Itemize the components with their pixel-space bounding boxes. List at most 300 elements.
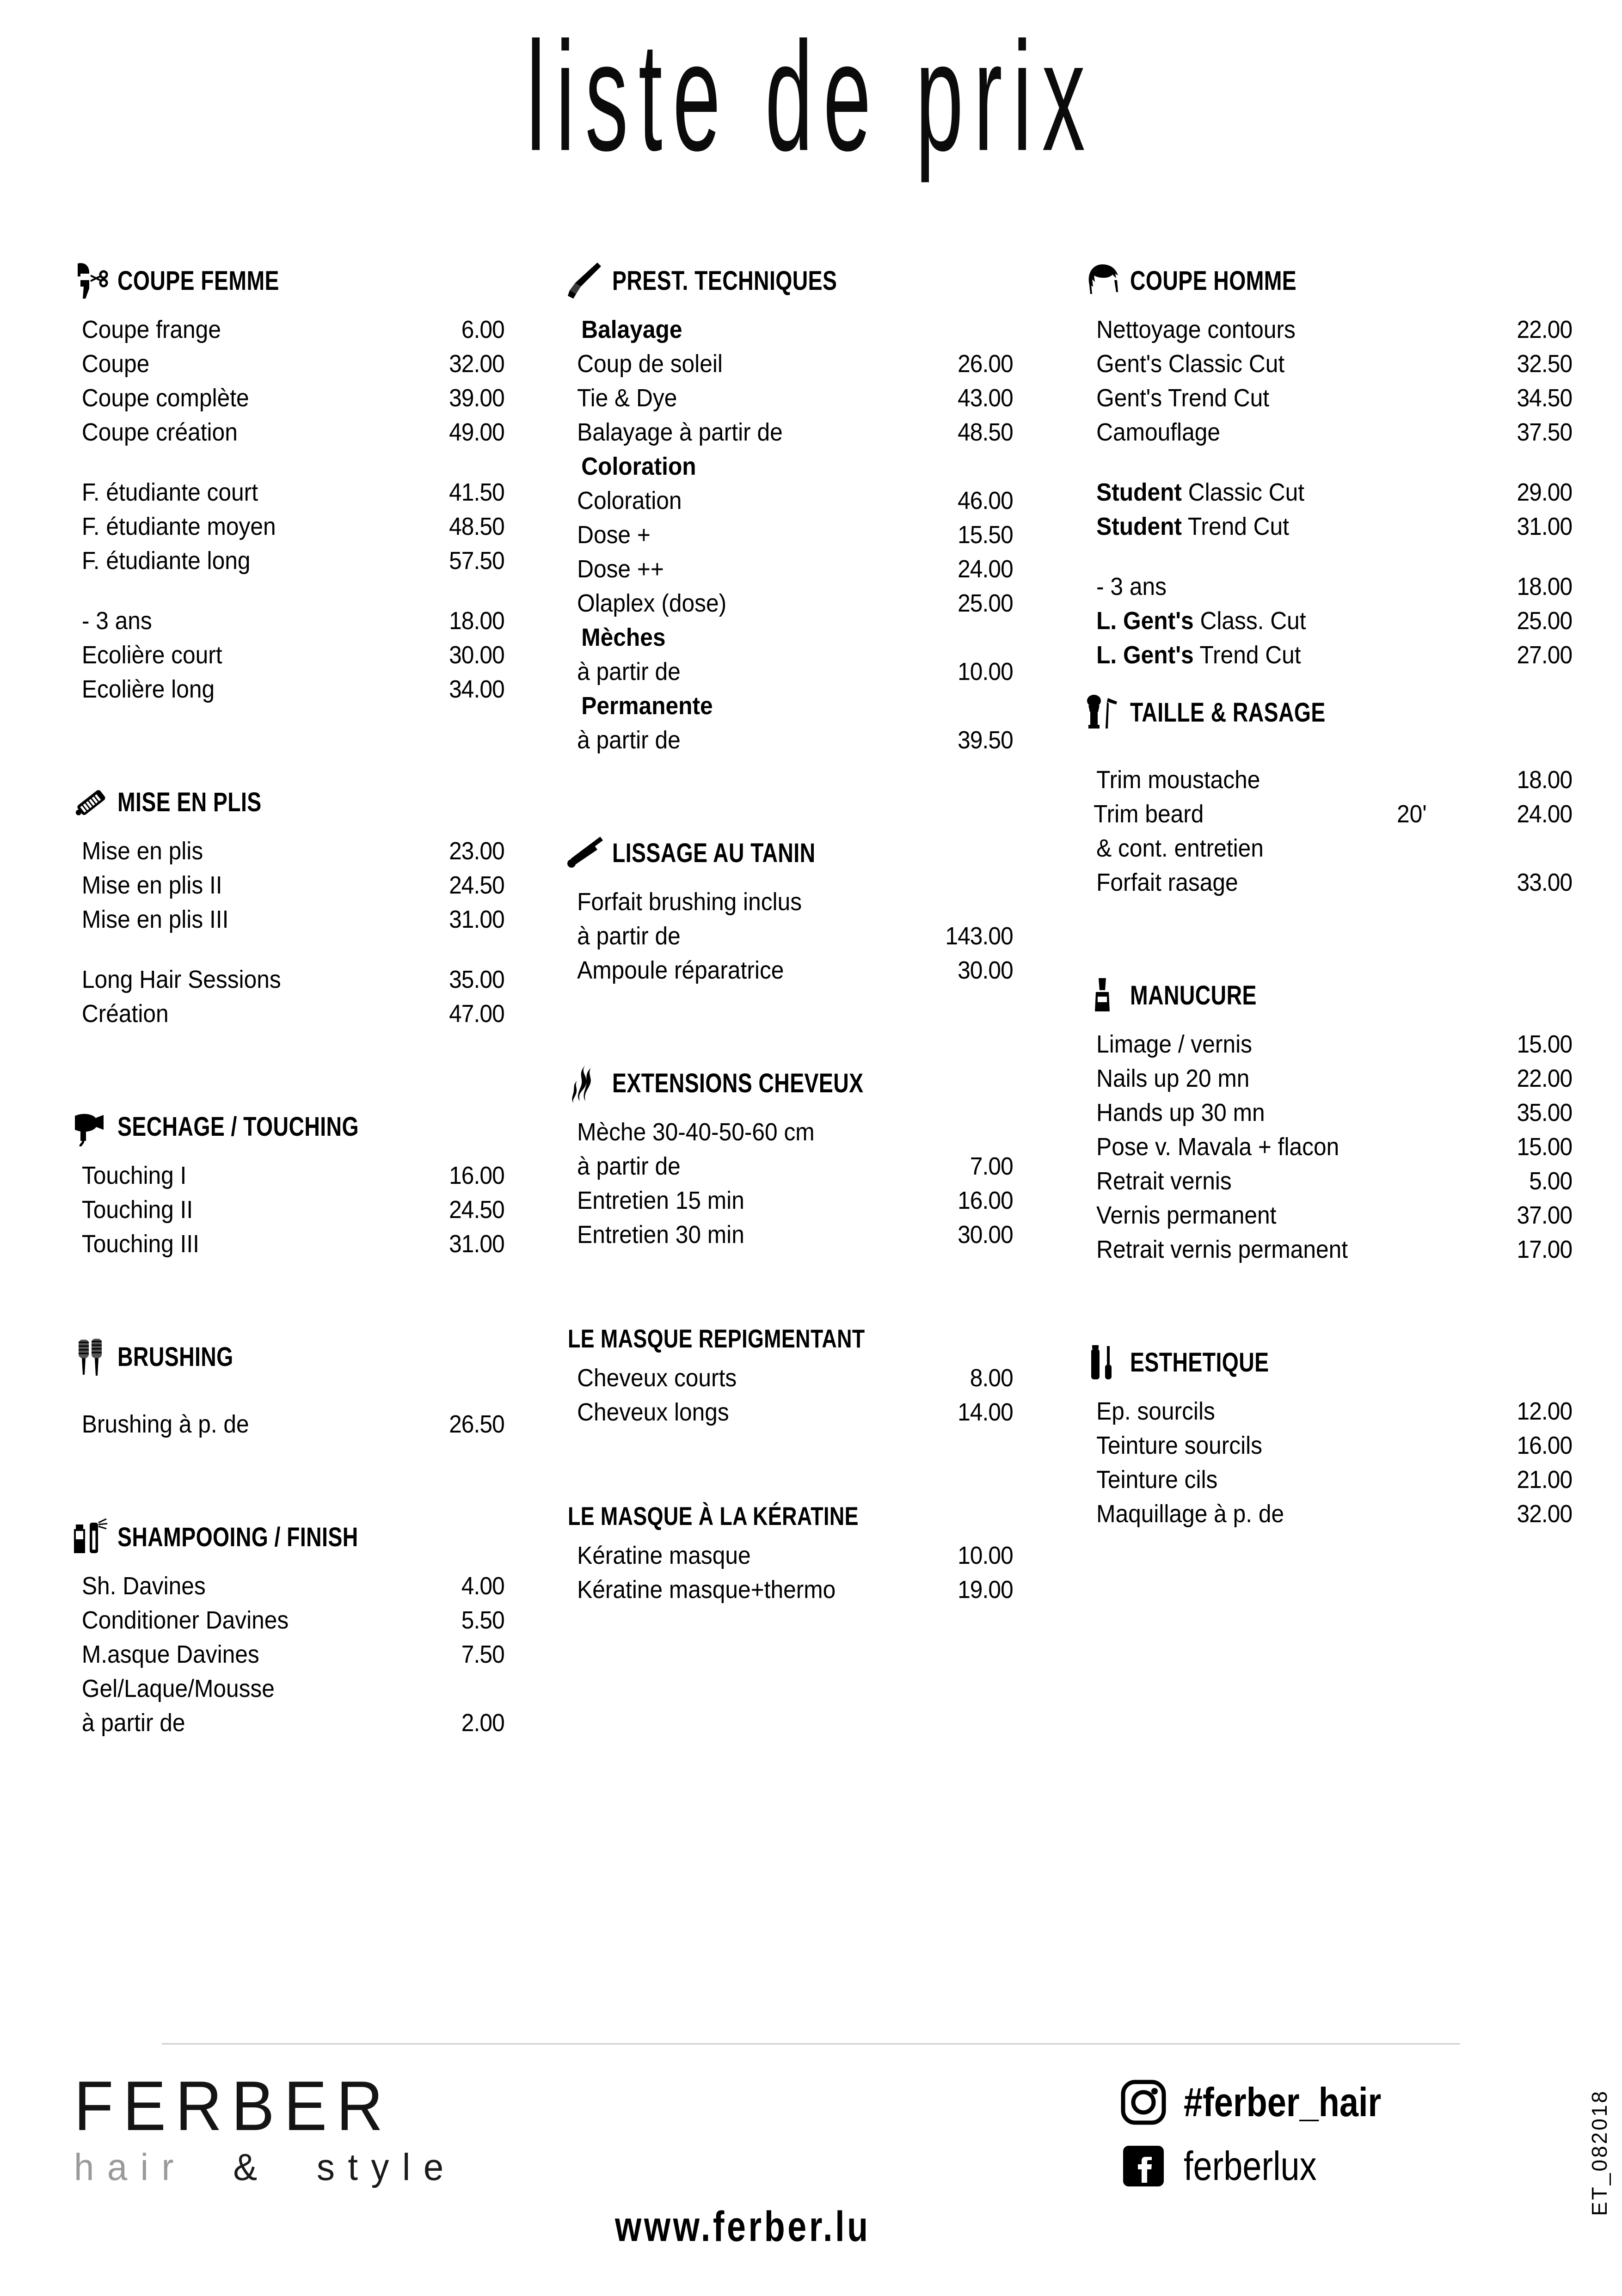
subsection-title: Permanente [581,692,713,720]
item-label [1096,643,1448,667]
price-row [563,488,1017,522]
section-header [563,1503,1017,1529]
price-rows [1081,1032,1577,1271]
section-title: TAILLE & RASAGE [1130,698,1326,728]
item-price: 34.00 [449,675,504,703]
item-label: Trim moustache [1096,766,1260,794]
woman-hair-scissors-icon [68,259,113,303]
section-title: EXTENSIONS CHEVEUX [612,1068,864,1098]
item-label: Gel/Laque/Mousse [81,1675,275,1702]
section-spacer [563,992,1017,1061]
item-label: Long Hair Sessions [81,966,281,993]
item-label: Forfait brushing inclus [577,888,802,916]
price-row [1081,317,1577,351]
item-label: Mise en plis [81,837,203,865]
price-row [1081,386,1577,420]
item-price: 32.50 [1517,350,1573,378]
price-row [68,1197,509,1231]
price-row [563,1222,1017,1256]
section-header [1081,259,1577,303]
price-row [68,1642,509,1676]
price-row [68,873,509,907]
price-row [1081,574,1577,608]
item-label: Dose + [577,521,651,549]
section-manucure [1081,974,1577,1271]
item-label: Forfait rasage [1096,869,1238,896]
price-row [68,1608,509,1642]
price-row [1081,1100,1577,1134]
item-label: Pose v. Mavala + flacon [1096,1133,1339,1161]
section-shampooing-finish [68,1515,509,1745]
item-price: 15.00 [1517,1030,1573,1058]
item-label: Touching III [81,1230,199,1258]
nail-polish-icon [1081,974,1125,1018]
price-row [68,351,509,386]
section-taille-rasage [1081,691,1577,904]
item-price: 22.00 [1517,1065,1573,1092]
instagram-link[interactable] [1119,2076,1419,2129]
section-title: PREST. TECHNIQUES [612,266,837,296]
website-url[interactable]: www.ferber.lu [615,2203,871,2250]
item-label: Coloration [577,487,682,514]
section-header [563,1061,1017,1106]
price-row [563,1154,1017,1188]
page-title-wrap [0,9,1622,184]
item-label: Teinture sourcils [1096,1432,1263,1459]
item-label: Retrait vernis [1096,1167,1232,1195]
item-label: F. étudiante moyen [81,513,276,540]
item-price: 31.00 [449,1230,504,1258]
subsection-title: Mèches [581,624,666,651]
item-price: 32.00 [449,350,504,378]
item-label: Balayage à partir de [577,418,783,446]
subsection-title: Coloration [581,453,696,480]
item-label: Ep. sourcils [1096,1397,1215,1425]
item-price: 12.00 [1517,1397,1573,1425]
column-1 [0,259,509,1745]
price-row [563,591,1017,625]
group-spacer [1081,454,1577,480]
item-price: 37.50 [1517,418,1573,446]
price-row [563,351,1017,386]
price-row [563,659,1017,693]
price-columns [0,259,1622,1745]
item-price: 6.00 [461,316,504,343]
item-price: 21.00 [1517,1466,1573,1494]
item-price: 43.00 [958,384,1013,412]
item-price: 32.00 [1517,1500,1573,1528]
price-row [1081,870,1577,904]
logo-wordmark: FERBER [74,2067,393,2145]
item-label: Coup de soleil [577,350,723,378]
group-spacer [68,582,509,608]
item-label: Conditioner Davines [81,1606,289,1634]
item-price: 31.00 [449,906,504,933]
section-spacer [1081,677,1577,691]
item-price: 7.00 [970,1152,1013,1180]
price-row [68,1163,509,1197]
price-rows [68,317,509,711]
section-title: BRUSHING [117,1342,233,1372]
section-title: MANUCURE [1130,980,1257,1010]
group-spacer [1081,548,1577,574]
price-row [1081,420,1577,454]
item-label: Dose ++ [577,555,664,583]
price-row [563,557,1017,591]
section-spacer [68,711,509,780]
price-row [563,728,1017,762]
section-header [68,1515,509,1560]
item-price: 30.00 [449,641,504,669]
price-row [1081,1237,1577,1271]
item-label: Mise en plis II [81,871,222,899]
item-label-bold: L. Gent's [1096,607,1194,635]
item-label: M.asque Davines [81,1641,259,1668]
section-header [68,1335,509,1379]
item-price: 37.00 [1517,1201,1573,1229]
item-label: Gent's Classic Cut [1096,350,1285,378]
item-label: Maquillage à p. de [1096,1500,1284,1528]
item-label: Coupe complète [81,384,249,412]
section-spacer [1081,1271,1577,1341]
item-label: Gent's Trend Cut [1096,384,1270,412]
price-row [563,1365,1017,1400]
price-row [563,889,1017,924]
item-label: Entretien 15 min [577,1187,744,1214]
item-price: 46.00 [958,487,1013,514]
price-row [68,386,509,420]
item-label: Kératine masque [577,1542,751,1569]
item-price: 24.50 [449,871,504,899]
item-price: 15.00 [1517,1133,1573,1161]
item-label: Kératine masque+thermo [577,1576,836,1604]
column-3 [1017,259,1577,1536]
price-row [68,1001,509,1035]
price-row [1081,480,1577,514]
item-label: Camouflage [1096,418,1220,446]
item-price: 2.00 [461,1709,504,1737]
price-rows [68,839,509,1035]
item-label: à partir de [577,1152,681,1180]
price-row [563,386,1017,420]
item-label: & cont. entretien [1096,834,1264,862]
shaving-brush-razor-icon [1081,691,1125,735]
item-price: 16.00 [1517,1432,1573,1459]
item-label: Nettoyage contours [1096,316,1296,343]
price-rows [1081,1399,1577,1536]
item-price: 19.00 [958,1576,1013,1604]
item-label-rest: Trend Cut [1181,513,1289,540]
item-label: Mise en plis III [81,906,229,933]
item-price: 39.50 [958,726,1013,754]
item-label: Création [81,1000,169,1028]
price-row [1081,802,1577,836]
item-price: 18.00 [1517,573,1573,600]
price-row [68,1710,509,1745]
item-label: Cheveux courts [577,1364,737,1392]
facebook-handle: ferberlux [1184,2143,1317,2189]
subsection-title: Balayage [581,316,682,343]
item-label: F. étudiante court [81,478,258,506]
item-label [1096,480,1448,505]
item-label [1096,514,1448,539]
item-price: 14.00 [958,1398,1013,1426]
item-label: Cheveux longs [577,1398,729,1426]
section-title: SHAMPOOING / FINISH [117,1522,358,1552]
price-row [1081,1032,1577,1066]
group-spacer [68,941,509,967]
item-price: 10.00 [958,1542,1013,1569]
item-price: 48.50 [449,513,504,540]
price-row [1081,1134,1577,1169]
tint-brush-icon [563,259,608,303]
price-row [68,317,509,351]
hair-dryer-icon [68,1105,113,1149]
price-row [1081,767,1577,802]
item-price: 48.50 [958,418,1013,446]
hair-strand-icon [563,1061,608,1106]
item-label: Touching II [81,1196,193,1224]
price-rows [68,1163,509,1266]
item-label-bold: L. Gent's [1096,641,1194,669]
item-price: 23.00 [449,837,504,865]
logo-tagline [74,2146,457,2188]
item-label: Ampoule réparatrice [577,956,784,984]
item-price: 8.00 [970,1364,1013,1392]
flat-iron-icon [563,831,608,876]
item-price: 47.00 [449,1000,504,1028]
section-header [68,780,509,825]
price-row [1081,1203,1577,1237]
item-price: 27.00 [1517,641,1573,669]
item-label: Coupe création [81,418,238,446]
section-title: LISSAGE AU TANIN [612,838,816,868]
item-price: 25.00 [1517,607,1573,635]
item-price: 30.00 [958,956,1013,984]
item-price: 24.00 [958,555,1013,583]
section-masque-repigmentant [563,1326,1017,1434]
section-spacer [68,1266,509,1335]
section-coupe-femme [68,259,509,711]
price-rows [563,317,1017,762]
item-price: 35.00 [1517,1099,1573,1127]
item-label-rest: Class. Cut [1193,607,1306,635]
section-spacer [563,762,1017,831]
price-row [563,958,1017,992]
item-label-rest: Classic Cut [1181,478,1305,506]
price-row [68,839,509,873]
item-label: Olaplex (dose) [577,589,727,617]
item-price: 57.50 [449,547,504,575]
footer-divider [162,2043,1460,2045]
price-row [68,1231,509,1266]
item-label: Limage / vernis [1096,1030,1252,1058]
item-label: Ecolière long [81,675,215,703]
price-row [1081,1433,1577,1467]
section-header [1081,974,1577,1018]
price-rows [1081,767,1577,904]
item-label: à partir de [81,1709,185,1737]
price-row [1081,514,1577,548]
item-price: 143.00 [945,922,1013,950]
section-title: ESTHETIQUE [1130,1347,1269,1378]
section-coupe-homme [1081,259,1577,677]
item-price: 24.00 [1517,800,1573,828]
item-price: 10.00 [958,658,1013,686]
section-header [1081,691,1577,735]
price-row [1081,1501,1577,1536]
price-rows [68,1412,509,1446]
section-prest-techniques [563,259,1017,762]
section-mise-en-plis [68,780,509,1035]
section-header [563,831,1017,876]
section-spacer [1081,904,1577,974]
item-label: Nails up 20 mn [1096,1065,1250,1092]
price-row [563,924,1017,958]
item-price: 24.50 [449,1196,504,1224]
item-label-rest: Trend Cut [1193,641,1301,669]
item-label: F. étudiante long [81,547,251,575]
instagram-handle: #ferber_hair [1184,2079,1382,2125]
item-price: 4.00 [461,1572,504,1600]
price-row [1081,1399,1577,1433]
man-hair-icon [1081,259,1125,303]
item-price: 25.00 [958,589,1013,617]
bottle-spray-icon [68,1515,113,1560]
page-title: liste de prix [526,9,1096,184]
section-spacer [563,1256,1017,1326]
item-label-bold: Student [1096,513,1182,540]
price-rows [563,889,1017,992]
price-row [68,967,509,1001]
section-header [1081,1341,1577,1385]
section-lissage-au-tanin [563,831,1017,992]
section-title: SECHAGE / TOUCHING [117,1112,359,1142]
section-sechage-touching [68,1105,509,1266]
column-2 [509,259,1017,1611]
price-row [563,1400,1017,1434]
logo-tagline-hair: hair [74,2146,187,2188]
price-row [1081,643,1577,677]
price-rows [68,1574,509,1745]
item-label: Brushing à p. de [81,1410,249,1438]
item-price: 26.50 [449,1410,504,1438]
item-price: 5.00 [1529,1167,1573,1195]
price-rows [563,1120,1017,1256]
item-price: 26.00 [958,350,1013,378]
price-row [68,608,509,643]
price-row [1081,836,1577,870]
mascara-icon [1081,1341,1125,1385]
logo-tagline-amp: & [233,2146,270,2188]
section-title: LE MASQUE À LA KÉRATINE [568,1501,859,1531]
price-rows [563,1365,1017,1434]
price-row [563,1120,1017,1154]
item-label: à partir de [577,922,681,950]
item-label: Hands up 30 mn [1096,1099,1265,1127]
item-label: Entretien 30 min [577,1221,744,1249]
version-code: ET_082018 [1587,2089,1611,2216]
price-row [563,1577,1017,1611]
section-header [68,259,509,303]
price-row [68,1412,509,1446]
item-label: Retrait vernis permanent [1096,1236,1348,1263]
round-brushes-icon [68,1335,113,1379]
item-label: Mèche 30-40-50-60 cm [577,1118,815,1146]
section-brushing [68,1335,509,1446]
facebook-link[interactable] [1119,2139,1419,2193]
item-price: 18.00 [449,607,504,635]
comb-icon [68,780,113,825]
price-row [68,514,509,548]
item-label: à partir de [577,726,681,754]
item-label: Vernis permanent [1096,1201,1277,1229]
section-title: LE MASQUE REPIGMENTANT [568,1324,865,1353]
item-label-bold: Student [1096,478,1182,506]
instagram-icon [1119,2078,1168,2127]
item-price: 29.00 [1517,478,1573,506]
item-price: 35.00 [449,966,504,993]
item-label: - 3 ans [81,607,152,635]
item-label: Coupe frange [81,316,221,343]
price-row [68,480,509,514]
item-price: 15.50 [958,521,1013,549]
section-masque-keratine [563,1503,1017,1611]
item-price: 7.50 [461,1641,504,1668]
item-label [1096,608,1448,633]
price-row [68,548,509,582]
section-header [563,259,1017,303]
price-row [563,522,1017,557]
item-label: Ecolière court [81,641,222,669]
item-price: 34.50 [1517,384,1573,412]
section-title: COUPE FEMME [117,266,279,296]
item-price: 30.00 [958,1221,1013,1249]
group-spacer [68,454,509,480]
section-spacer [563,1434,1017,1503]
item-label: - 3 ans [1096,573,1167,600]
item-label: Coupe [81,350,150,378]
price-row [563,1543,1017,1577]
item-price: 17.00 [1517,1236,1573,1263]
section-title: COUPE HOMME [1130,266,1297,296]
section-title: MISE EN PLIS [117,787,262,817]
item-price: 31.00 [1517,513,1573,540]
price-rows [563,1543,1017,1611]
item-label: Trim beard [1094,800,1204,828]
price-row [68,420,509,454]
item-price: 49.00 [449,418,504,446]
section-spacer [68,1446,509,1515]
price-rows [1081,317,1577,677]
item-price: 16.00 [449,1162,504,1189]
price-row [68,1676,509,1710]
price-row [563,1188,1017,1222]
price-row [68,907,509,941]
price-row [68,677,509,711]
section-header [563,1326,1017,1352]
logo-tagline-style: style [316,2146,457,2188]
price-row [68,643,509,677]
section-header [68,1105,509,1149]
item-label: à partir de [577,658,681,686]
item-label: Teinture cils [1096,1466,1218,1494]
price-row [1081,1467,1577,1501]
price-row [1081,1066,1577,1100]
item-label: Touching I [81,1162,187,1189]
social-links [1119,2076,1419,2203]
item-price: 39.00 [449,384,504,412]
